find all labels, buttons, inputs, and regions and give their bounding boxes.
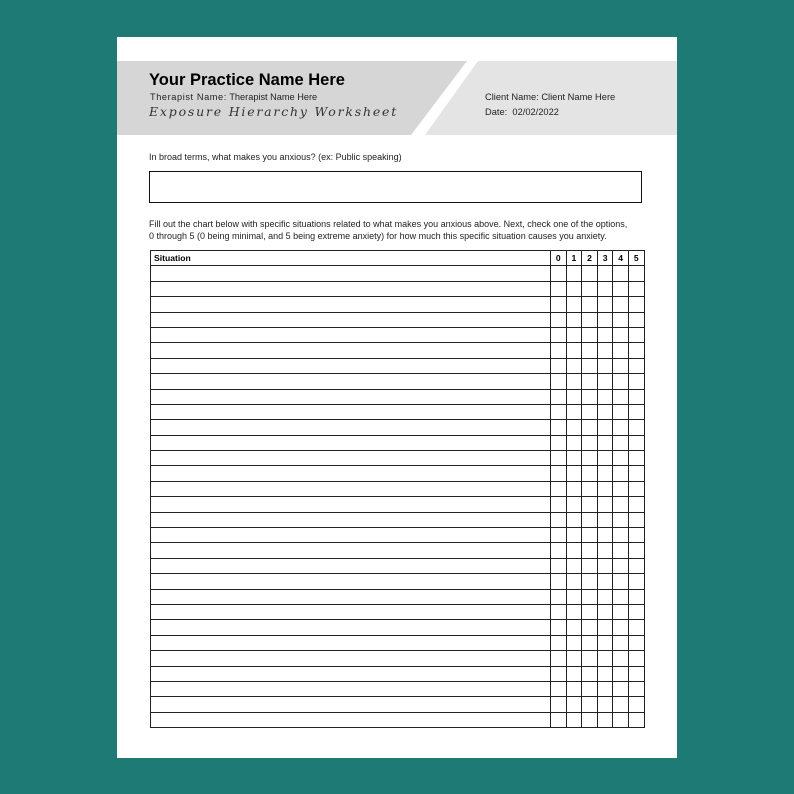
rating-checkbox-4[interactable] [613,343,629,358]
rating-checkbox-5[interactable] [628,327,644,342]
rating-checkbox-5[interactable] [628,404,644,419]
situation-cell[interactable] [151,497,551,512]
table-row [151,604,645,619]
situation-cell[interactable] [151,404,551,419]
rating-checkbox-3[interactable] [597,604,613,619]
rating-checkbox-0[interactable] [551,574,567,589]
rating-checkbox-4[interactable] [613,604,629,619]
rating-checkbox-5[interactable] [628,635,644,650]
anxiety-question: In broad terms, what makes you anxious? (ex: Public speaking) [149,152,402,162]
situation-cell[interactable] [151,681,551,696]
rating-checkbox-1[interactable] [566,497,582,512]
practice-name: Your Practice Name Here [149,71,345,89]
chart-instructions [149,219,649,242]
situation-cell[interactable] [151,543,551,558]
rating-header-0: 0 [551,251,567,266]
rating-checkbox-0[interactable] [551,620,567,635]
rating-checkbox-1[interactable] [566,281,582,296]
rating-checkbox-3[interactable] [597,327,613,342]
rating-checkbox-0[interactable] [551,481,567,496]
situation-cell[interactable] [151,558,551,573]
rating-checkbox-2[interactable] [582,297,598,312]
situation-cell[interactable] [151,635,551,650]
rating-checkbox-1[interactable] [566,327,582,342]
rating-checkbox-3[interactable] [597,312,613,327]
rating-checkbox-1[interactable] [566,312,582,327]
rating-checkbox-5[interactable] [628,451,644,466]
rating-checkbox-4[interactable] [613,651,629,666]
rating-checkbox-0[interactable] [551,281,567,296]
rating-checkbox-2[interactable] [582,343,598,358]
rating-checkbox-0[interactable] [551,466,567,481]
situation-cell[interactable] [151,604,551,619]
date-value[interactable]: 02/02/2022 [512,107,559,117]
table-row [151,266,645,281]
rating-checkbox-3[interactable] [597,358,613,373]
table-row [151,312,645,327]
rating-checkbox-4[interactable] [613,466,629,481]
rating-header-2: 2 [582,251,598,266]
rating-checkbox-1[interactable] [566,681,582,696]
rating-checkbox-0[interactable] [551,497,567,512]
rating-checkbox-2[interactable] [582,420,598,435]
rating-checkbox-4[interactable] [613,681,629,696]
rating-checkbox-3[interactable] [597,435,613,450]
rating-checkbox-1[interactable] [566,651,582,666]
rating-checkbox-3[interactable] [597,651,613,666]
table-row [151,435,645,450]
rating-checkbox-1[interactable] [566,435,582,450]
rating-checkbox-2[interactable] [582,435,598,450]
rating-checkbox-2[interactable] [582,327,598,342]
rating-checkbox-2[interactable] [582,281,598,296]
rating-checkbox-0[interactable] [551,404,567,419]
worksheet-page [117,37,677,758]
rating-checkbox-2[interactable] [582,266,598,281]
rating-checkbox-4[interactable] [613,712,629,727]
rating-checkbox-5[interactable] [628,297,644,312]
rating-checkbox-4[interactable] [613,620,629,635]
rating-checkbox-3[interactable] [597,374,613,389]
rating-checkbox-2[interactable] [582,651,598,666]
rating-checkbox-5[interactable] [628,712,644,727]
table-row [151,297,645,312]
rating-checkbox-5[interactable] [628,697,644,712]
table-row [151,481,645,496]
rating-checkbox-1[interactable] [566,528,582,543]
rating-checkbox-5[interactable] [628,435,644,450]
rating-header-4: 4 [613,251,629,266]
rating-checkbox-3[interactable] [597,497,613,512]
rating-checkbox-5[interactable] [628,681,644,696]
instructions-line-2: 0 through 5 (0 being minimal, and 5 being extreme anxiety) for how much this specific situation causes you anxiety. [149,230,607,241]
rating-checkbox-3[interactable] [597,574,613,589]
rating-checkbox-0[interactable] [551,558,567,573]
rating-checkbox-2[interactable] [582,481,598,496]
chart-header-row [151,251,645,266]
rating-checkbox-0[interactable] [551,512,567,527]
rating-checkbox-4[interactable] [613,389,629,404]
table-row [151,374,645,389]
rating-checkbox-1[interactable] [566,266,582,281]
table-row [151,389,645,404]
rating-checkbox-2[interactable] [582,312,598,327]
situation-cell[interactable] [151,712,551,727]
rating-checkbox-3[interactable] [597,481,613,496]
rating-checkbox-4[interactable] [613,528,629,543]
rating-checkbox-4[interactable] [613,697,629,712]
situation-cell[interactable] [151,512,551,527]
anxiety-answer-field[interactable] [149,171,642,203]
table-row [151,451,645,466]
rating-checkbox-2[interactable] [582,528,598,543]
rating-checkbox-5[interactable] [628,389,644,404]
table-row [151,589,645,604]
rating-checkbox-5[interactable] [628,528,644,543]
table-row [151,635,645,650]
table-row [151,528,645,543]
rating-checkbox-3[interactable] [597,681,613,696]
rating-checkbox-0[interactable] [551,358,567,373]
situation-cell[interactable] [151,574,551,589]
rating-checkbox-1[interactable] [566,712,582,727]
rating-checkbox-3[interactable] [597,389,613,404]
rating-checkbox-5[interactable] [628,574,644,589]
rating-checkbox-4[interactable] [613,420,629,435]
client-label: Client Name: [485,92,539,102]
rating-checkbox-5[interactable] [628,374,644,389]
rating-checkbox-2[interactable] [582,543,598,558]
rating-checkbox-5[interactable] [628,420,644,435]
rating-checkbox-0[interactable] [551,297,567,312]
situation-cell[interactable] [151,666,551,681]
table-row [151,512,645,527]
therapist-line [150,92,317,102]
rating-checkbox-3[interactable] [597,620,613,635]
rating-checkbox-5[interactable] [628,481,644,496]
situation-cell[interactable] [151,651,551,666]
rating-checkbox-0[interactable] [551,651,567,666]
rating-checkbox-0[interactable] [551,435,567,450]
rating-checkbox-5[interactable] [628,266,644,281]
rating-checkbox-0[interactable] [551,374,567,389]
rating-checkbox-2[interactable] [582,389,598,404]
table-row [151,543,645,558]
rating-checkbox-4[interactable] [613,435,629,450]
rating-checkbox-4[interactable] [613,297,629,312]
rating-checkbox-4[interactable] [613,404,629,419]
rating-checkbox-1[interactable] [566,666,582,681]
rating-checkbox-0[interactable] [551,451,567,466]
rating-checkbox-2[interactable] [582,358,598,373]
rating-checkbox-4[interactable] [613,481,629,496]
rating-checkbox-3[interactable] [597,558,613,573]
rating-checkbox-3[interactable] [597,266,613,281]
rating-checkbox-1[interactable] [566,374,582,389]
situation-cell[interactable] [151,389,551,404]
rating-checkbox-2[interactable] [582,466,598,481]
rating-checkbox-0[interactable] [551,589,567,604]
table-row [151,697,645,712]
rating-checkbox-3[interactable] [597,528,613,543]
rating-checkbox-3[interactable] [597,420,613,435]
instructions-line-1: Fill out the chart below with specific situations related to what makes you anxious above. Next, check one of the options, [149,219,628,229]
rating-checkbox-5[interactable] [628,497,644,512]
situation-cell[interactable] [151,266,551,281]
rating-checkbox-0[interactable] [551,528,567,543]
rating-checkbox-2[interactable] [582,620,598,635]
rating-checkbox-0[interactable] [551,420,567,435]
rating-checkbox-1[interactable] [566,589,582,604]
rating-checkbox-0[interactable] [551,266,567,281]
therapist-label: Therapist Name: [150,92,227,102]
client-line [485,92,615,102]
rating-checkbox-4[interactable] [613,312,629,327]
rating-checkbox-4[interactable] [613,358,629,373]
rating-checkbox-4[interactable] [613,281,629,296]
rating-checkbox-5[interactable] [628,358,644,373]
rating-checkbox-2[interactable] [582,404,598,419]
situation-cell[interactable] [151,281,551,296]
table-row [151,466,645,481]
table-row [151,497,645,512]
rating-checkbox-4[interactable] [613,543,629,558]
rating-checkbox-3[interactable] [597,712,613,727]
rating-checkbox-1[interactable] [566,297,582,312]
table-row [151,574,645,589]
rating-checkbox-4[interactable] [613,497,629,512]
situation-cell[interactable] [151,466,551,481]
rating-checkbox-3[interactable] [597,512,613,527]
situation-cell[interactable] [151,358,551,373]
rating-checkbox-4[interactable] [613,451,629,466]
rating-checkbox-4[interactable] [613,266,629,281]
rating-checkbox-0[interactable] [551,312,567,327]
situation-cell[interactable] [151,312,551,327]
rating-checkbox-3[interactable] [597,543,613,558]
situation-cell[interactable] [151,327,551,342]
rating-checkbox-1[interactable] [566,604,582,619]
rating-checkbox-1[interactable] [566,558,582,573]
rating-checkbox-0[interactable] [551,712,567,727]
table-row [151,358,645,373]
situation-cell[interactable] [151,451,551,466]
date-label: Date: [485,107,508,117]
rating-checkbox-5[interactable] [628,281,644,296]
rating-checkbox-1[interactable] [566,697,582,712]
rating-checkbox-0[interactable] [551,389,567,404]
table-row [151,620,645,635]
table-row [151,666,645,681]
situation-cell[interactable] [151,528,551,543]
rating-checkbox-2[interactable] [582,512,598,527]
hierarchy-chart [150,250,645,728]
rating-checkbox-3[interactable] [597,635,613,650]
table-row [151,404,645,419]
rating-checkbox-1[interactable] [566,635,582,650]
rating-checkbox-3[interactable] [597,343,613,358]
table-row [151,281,645,296]
rating-checkbox-1[interactable] [566,404,582,419]
rating-checkbox-0[interactable] [551,635,567,650]
situation-cell[interactable] [151,420,551,435]
rating-header-1: 1 [566,251,582,266]
rating-checkbox-5[interactable] [628,466,644,481]
worksheet-title: Exposure Hierarchy Worksheet [149,104,399,119]
rating-checkbox-5[interactable] [628,651,644,666]
situation-cell[interactable] [151,297,551,312]
rating-checkbox-3[interactable] [597,589,613,604]
rating-checkbox-2[interactable] [582,589,598,604]
rating-checkbox-4[interactable] [613,512,629,527]
rating-checkbox-3[interactable] [597,404,613,419]
situation-cell[interactable] [151,374,551,389]
rating-checkbox-5[interactable] [628,620,644,635]
rating-checkbox-2[interactable] [582,574,598,589]
therapist-name[interactable]: Therapist Name Here [229,92,318,102]
rating-checkbox-1[interactable] [566,481,582,496]
rating-checkbox-3[interactable] [597,451,613,466]
rating-checkbox-1[interactable] [566,512,582,527]
rating-checkbox-2[interactable] [582,604,598,619]
situation-header: Situation [151,251,551,266]
rating-checkbox-4[interactable] [613,574,629,589]
situation-cell[interactable] [151,620,551,635]
table-row [151,712,645,727]
table-row [151,327,645,342]
rating-checkbox-2[interactable] [582,451,598,466]
rating-checkbox-4[interactable] [613,374,629,389]
rating-checkbox-5[interactable] [628,543,644,558]
rating-checkbox-1[interactable] [566,343,582,358]
situation-cell[interactable] [151,435,551,450]
rating-checkbox-2[interactable] [582,712,598,727]
rating-checkbox-1[interactable] [566,358,582,373]
rating-checkbox-0[interactable] [551,543,567,558]
rating-checkbox-2[interactable] [582,497,598,512]
rating-checkbox-3[interactable] [597,666,613,681]
table-row [151,651,645,666]
rating-checkbox-0[interactable] [551,343,567,358]
rating-checkbox-3[interactable] [597,697,613,712]
rating-header-5: 5 [628,251,644,266]
table-row [151,420,645,435]
rating-checkbox-3[interactable] [597,297,613,312]
client-name[interactable]: Client Name Here [541,92,616,102]
rating-checkbox-0[interactable] [551,681,567,696]
situation-cell[interactable] [151,481,551,496]
date-line [485,107,559,117]
rating-checkbox-5[interactable] [628,589,644,604]
rating-checkbox-5[interactable] [628,512,644,527]
table-row [151,681,645,696]
rating-checkbox-0[interactable] [551,327,567,342]
rating-checkbox-1[interactable] [566,466,582,481]
rating-checkbox-5[interactable] [628,343,644,358]
rating-checkbox-1[interactable] [566,620,582,635]
rating-checkbox-5[interactable] [628,558,644,573]
rating-checkbox-1[interactable] [566,420,582,435]
situation-cell[interactable] [151,589,551,604]
situation-cell[interactable] [151,697,551,712]
rating-checkbox-1[interactable] [566,451,582,466]
rating-checkbox-1[interactable] [566,389,582,404]
rating-checkbox-2[interactable] [582,681,598,696]
rating-checkbox-3[interactable] [597,466,613,481]
rating-checkbox-4[interactable] [613,327,629,342]
rating-checkbox-0[interactable] [551,604,567,619]
rating-checkbox-4[interactable] [613,635,629,650]
rating-checkbox-0[interactable] [551,666,567,681]
rating-checkbox-4[interactable] [613,589,629,604]
rating-checkbox-0[interactable] [551,697,567,712]
rating-checkbox-4[interactable] [613,666,629,681]
table-row [151,558,645,573]
rating-checkbox-5[interactable] [628,312,644,327]
rating-checkbox-4[interactable] [613,558,629,573]
rating-checkbox-5[interactable] [628,666,644,681]
rating-checkbox-2[interactable] [582,635,598,650]
rating-checkbox-3[interactable] [597,281,613,296]
table-row [151,343,645,358]
situation-cell[interactable] [151,343,551,358]
rating-checkbox-2[interactable] [582,558,598,573]
rating-checkbox-1[interactable] [566,543,582,558]
rating-checkbox-2[interactable] [582,697,598,712]
rating-checkbox-1[interactable] [566,574,582,589]
rating-checkbox-5[interactable] [628,604,644,619]
rating-header-3: 3 [597,251,613,266]
rating-checkbox-2[interactable] [582,666,598,681]
rating-checkbox-2[interactable] [582,374,598,389]
